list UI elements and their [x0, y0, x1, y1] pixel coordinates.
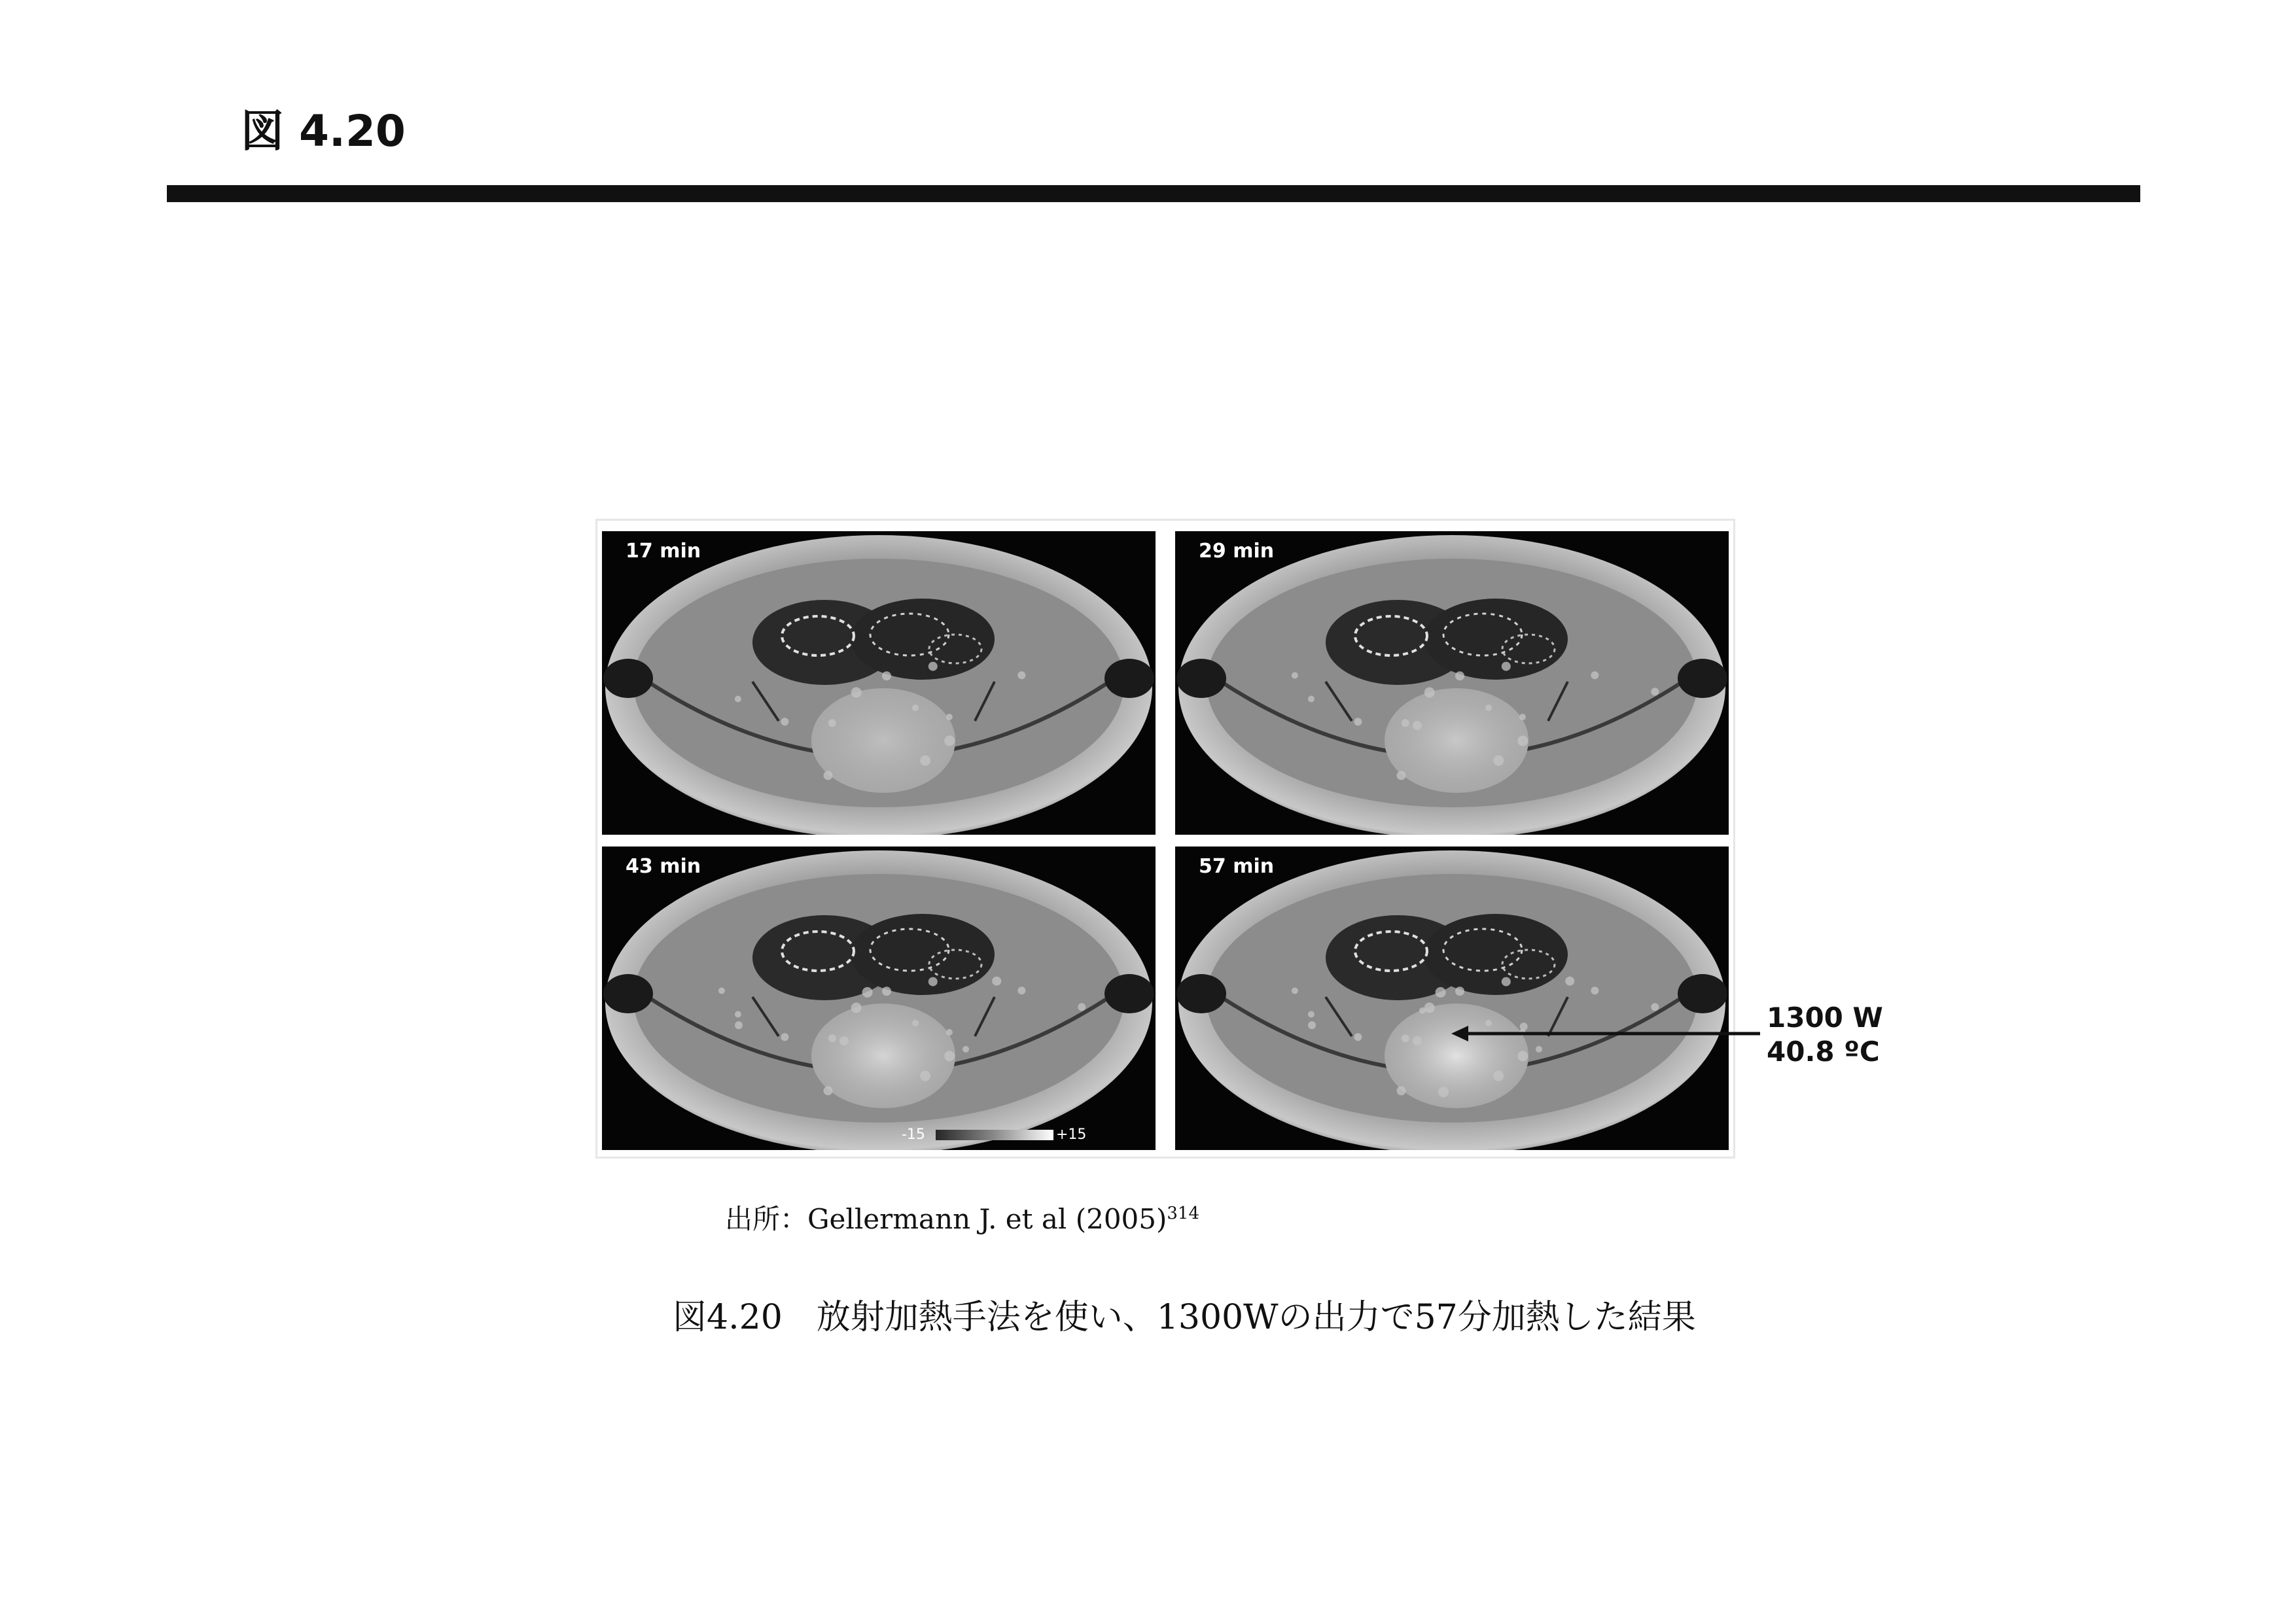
temperature-scale [902, 1126, 1085, 1143]
annotation-power: 1300 W [1767, 1002, 1883, 1034]
annotation-text [1767, 1001, 1883, 1069]
scan-panel-17min [602, 531, 1156, 835]
scale-max-label: +15 [1056, 1126, 1087, 1143]
annotation-temperature: 40.8 ºC [1767, 1036, 1880, 1068]
panel-time-label: 43 min [626, 855, 701, 878]
annotation-arrow [1439, 1021, 1767, 1060]
scan-image [602, 531, 1156, 835]
scan-image [1175, 531, 1729, 835]
source-citation [725, 1205, 1199, 1233]
source-text: 出所：Gellermann J. et al (2005) [725, 1203, 1167, 1235]
panel-time-label: 29 min [1199, 540, 1275, 563]
figure-heading: 図 4.20 [241, 106, 406, 156]
scan-panel-29min [1175, 531, 1729, 835]
figure-caption: 図4.20 放射加熱手法を使い、1300Wの出力で57分加熱した結果 [673, 1298, 1696, 1337]
scan-panel-43min [602, 846, 1156, 1150]
scale-min-label: -15 [902, 1126, 925, 1143]
scan-image [1175, 846, 1729, 1150]
heading-rule [167, 185, 2140, 202]
panel-time-label: 17 min [626, 540, 701, 563]
scan-panel-57min [1175, 846, 1729, 1150]
source-ref: 314 [1167, 1204, 1200, 1223]
scale-gradient [936, 1130, 1053, 1140]
scan-image [602, 846, 1156, 1150]
panel-time-label: 57 min [1199, 855, 1275, 878]
